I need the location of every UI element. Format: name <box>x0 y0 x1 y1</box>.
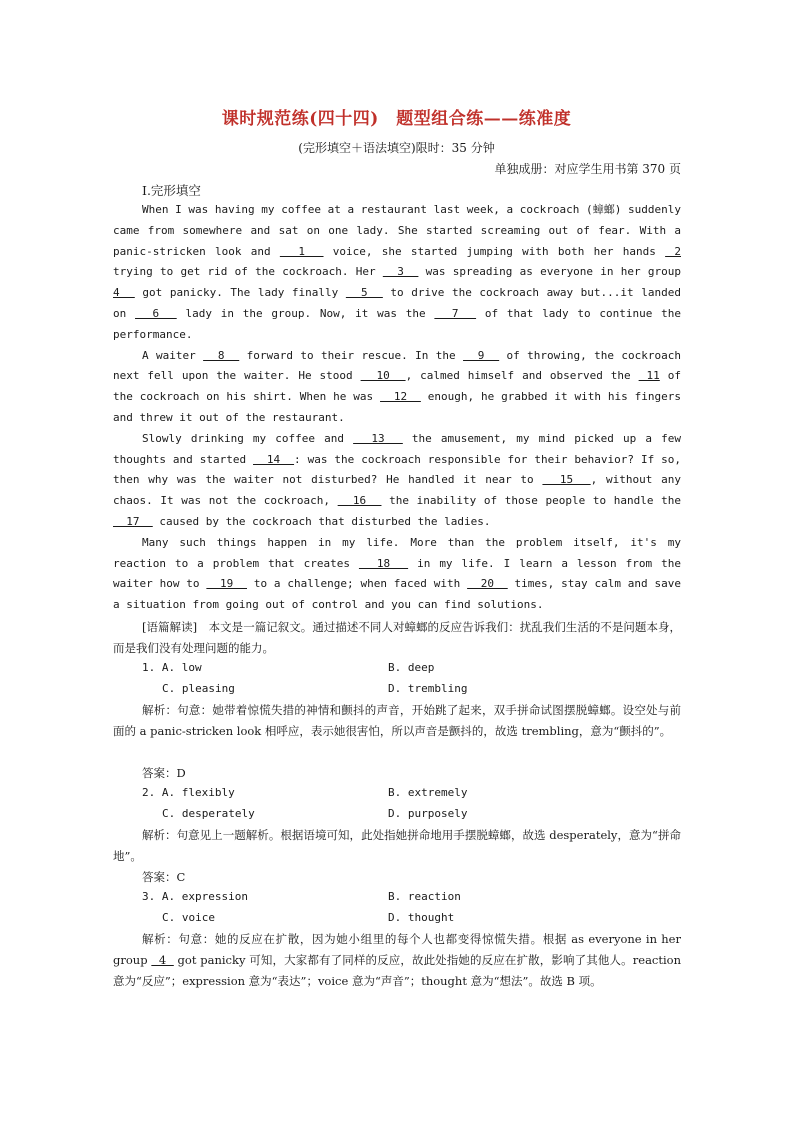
q3-option-d: D. thought <box>388 911 455 924</box>
passage-paragraph-4: Many such things happen in my life. More than the problem itself, it's my reaction to a problem that creates 18 in my life. I learn a lesson from the waiter how to 19 to a challenge; when faced with 20 times, stay calm and save a situation from going out of control and you can find solutions. <box>113 535 682 612</box>
blank-11: 11 <box>638 369 660 383</box>
blank-9: 9 <box>463 348 500 362</box>
q2-option-c: C. desperately <box>162 807 255 820</box>
blank-4: 4 <box>113 286 135 300</box>
q1-option-b: B. deep <box>388 661 435 674</box>
discourse-analysis: [语篇解读] 本文是一篇记叙文。通过描述不同人对蟑螂的反应告诉我们：扰乱我们生活的不是问题本身，而是我们没有处理问题的能力。 <box>113 620 681 655</box>
blank-15: 15 <box>542 473 591 487</box>
q3-blank-4: 4 <box>151 952 174 967</box>
blank-3: 3 <box>382 265 419 279</box>
blank-17: 17 <box>113 514 153 528</box>
blank-2: 2 <box>665 244 681 258</box>
blank-1: 1 <box>279 244 324 258</box>
q1-option-a: 1. A. low <box>142 661 202 674</box>
blank-5: 5 <box>345 286 383 300</box>
q1-answer: 答案：D <box>142 766 186 780</box>
q3-option-c: C. voice <box>162 911 215 924</box>
q3-explanation: 解析：句意：她的反应在扩散，因为她小组里的每个人也都变得惊慌失措。根据 as everyone in her group 4 got panicky 可知，大家都有了同样的反应，故此处指她的反应在扩散，影响了其他人。reaction 意为“反应”；expression 意为“表达”；voice 意为“声音”；thought 意为“想法”。故选 B 项。 <box>113 932 681 988</box>
blank-10: 10 <box>360 369 406 383</box>
page-title: 课时规范练(四十四) 题型组合练——练准度 <box>221 109 572 129</box>
blank-7: 7 <box>434 306 477 320</box>
blank-18: 18 <box>358 556 409 570</box>
blank-13: 13 <box>353 431 403 445</box>
q2-answer: 答案：C <box>142 870 186 884</box>
blank-12: 12 <box>380 390 421 404</box>
blank-19: 19 <box>206 577 247 591</box>
blank-16: 16 <box>337 494 382 508</box>
passage-paragraph-1: When I was having my coffee at a restaurant last week, a cockroach (蟑螂) suddenly came from somewhere and sat on one lady. She started screaming out of fear. With a panic-stricken look and 1 voice, she started jumping with both her hands 2 trying to get rid of the cockroach. Her 3 was spreading as everyone in her group 4 got panicky. The lady finally 5 to drive the cockroach away but...it landed on 6 lady in the group. Now, it was the 7 of that lady to continue the performance. <box>113 203 681 341</box>
book-reference: 单独成册：对应学生用书第 370 页 <box>494 162 681 176</box>
q2-option-b: B. extremely <box>388 786 468 799</box>
q2-option-a: 2. A. flexibly <box>142 786 235 799</box>
q2-explanation: 解析：句意见上一题解析。根据语境可知，此处指她拼命地用手摆脱蟑螂，故选 desperately，意为“拼命地”。 <box>113 828 681 863</box>
blank-14: 14 <box>253 452 295 466</box>
passage-paragraph-3: Slowly drinking my coffee and 13 the amusement, my mind picked up a few thoughts and started 14 : was the cockroach responsible for their behavior? If so, then why was the waiter not disturbed? He handled it near to 15 , without any chaos. It was not the cockroach, 16 the inability of those people to handle the 17 caused by the cockroach that disturbed the ladies. <box>113 431 682 528</box>
blank-6: 6 <box>135 306 177 320</box>
q1-option-d: D. trembling <box>388 682 468 695</box>
blank-20: 20 <box>467 577 508 591</box>
q1-option-c: C. pleasing <box>162 682 235 695</box>
blank-8: 8 <box>203 348 240 362</box>
q3-option-a: 3. A. expression <box>142 890 248 903</box>
section-heading: Ⅰ.完形填空 <box>142 183 201 198</box>
q1-explanation: 解析：句意：她带着惊慌失措的神情和颤抖的声音，开始跳了起来，双手拼命试图摆脱蟑螂。设空处与前面的 a panic-stricken look 相呼应，表示她很害怕，所以声音是颤抖的，故选 trembling，意为“颤抖的”。 <box>113 703 681 738</box>
q3-option-b: B. reaction <box>388 890 461 903</box>
page-subtitle: (完形填空＋语法填空)限时：35 分钟 <box>298 141 495 155</box>
passage-paragraph-2: A waiter 8 forward to their rescue. In the 9 of throwing, the cockroach next fell upon the waiter. He stood 10 , calmed himself and observed the 11 of the cockroach on his shirt. When he was 12 enough, he grabbed it with his fingers and threw it out of the restaurant. <box>113 348 682 424</box>
q2-option-d: D. purposely <box>388 807 468 820</box>
cloze-passage <box>113 200 681 616</box>
